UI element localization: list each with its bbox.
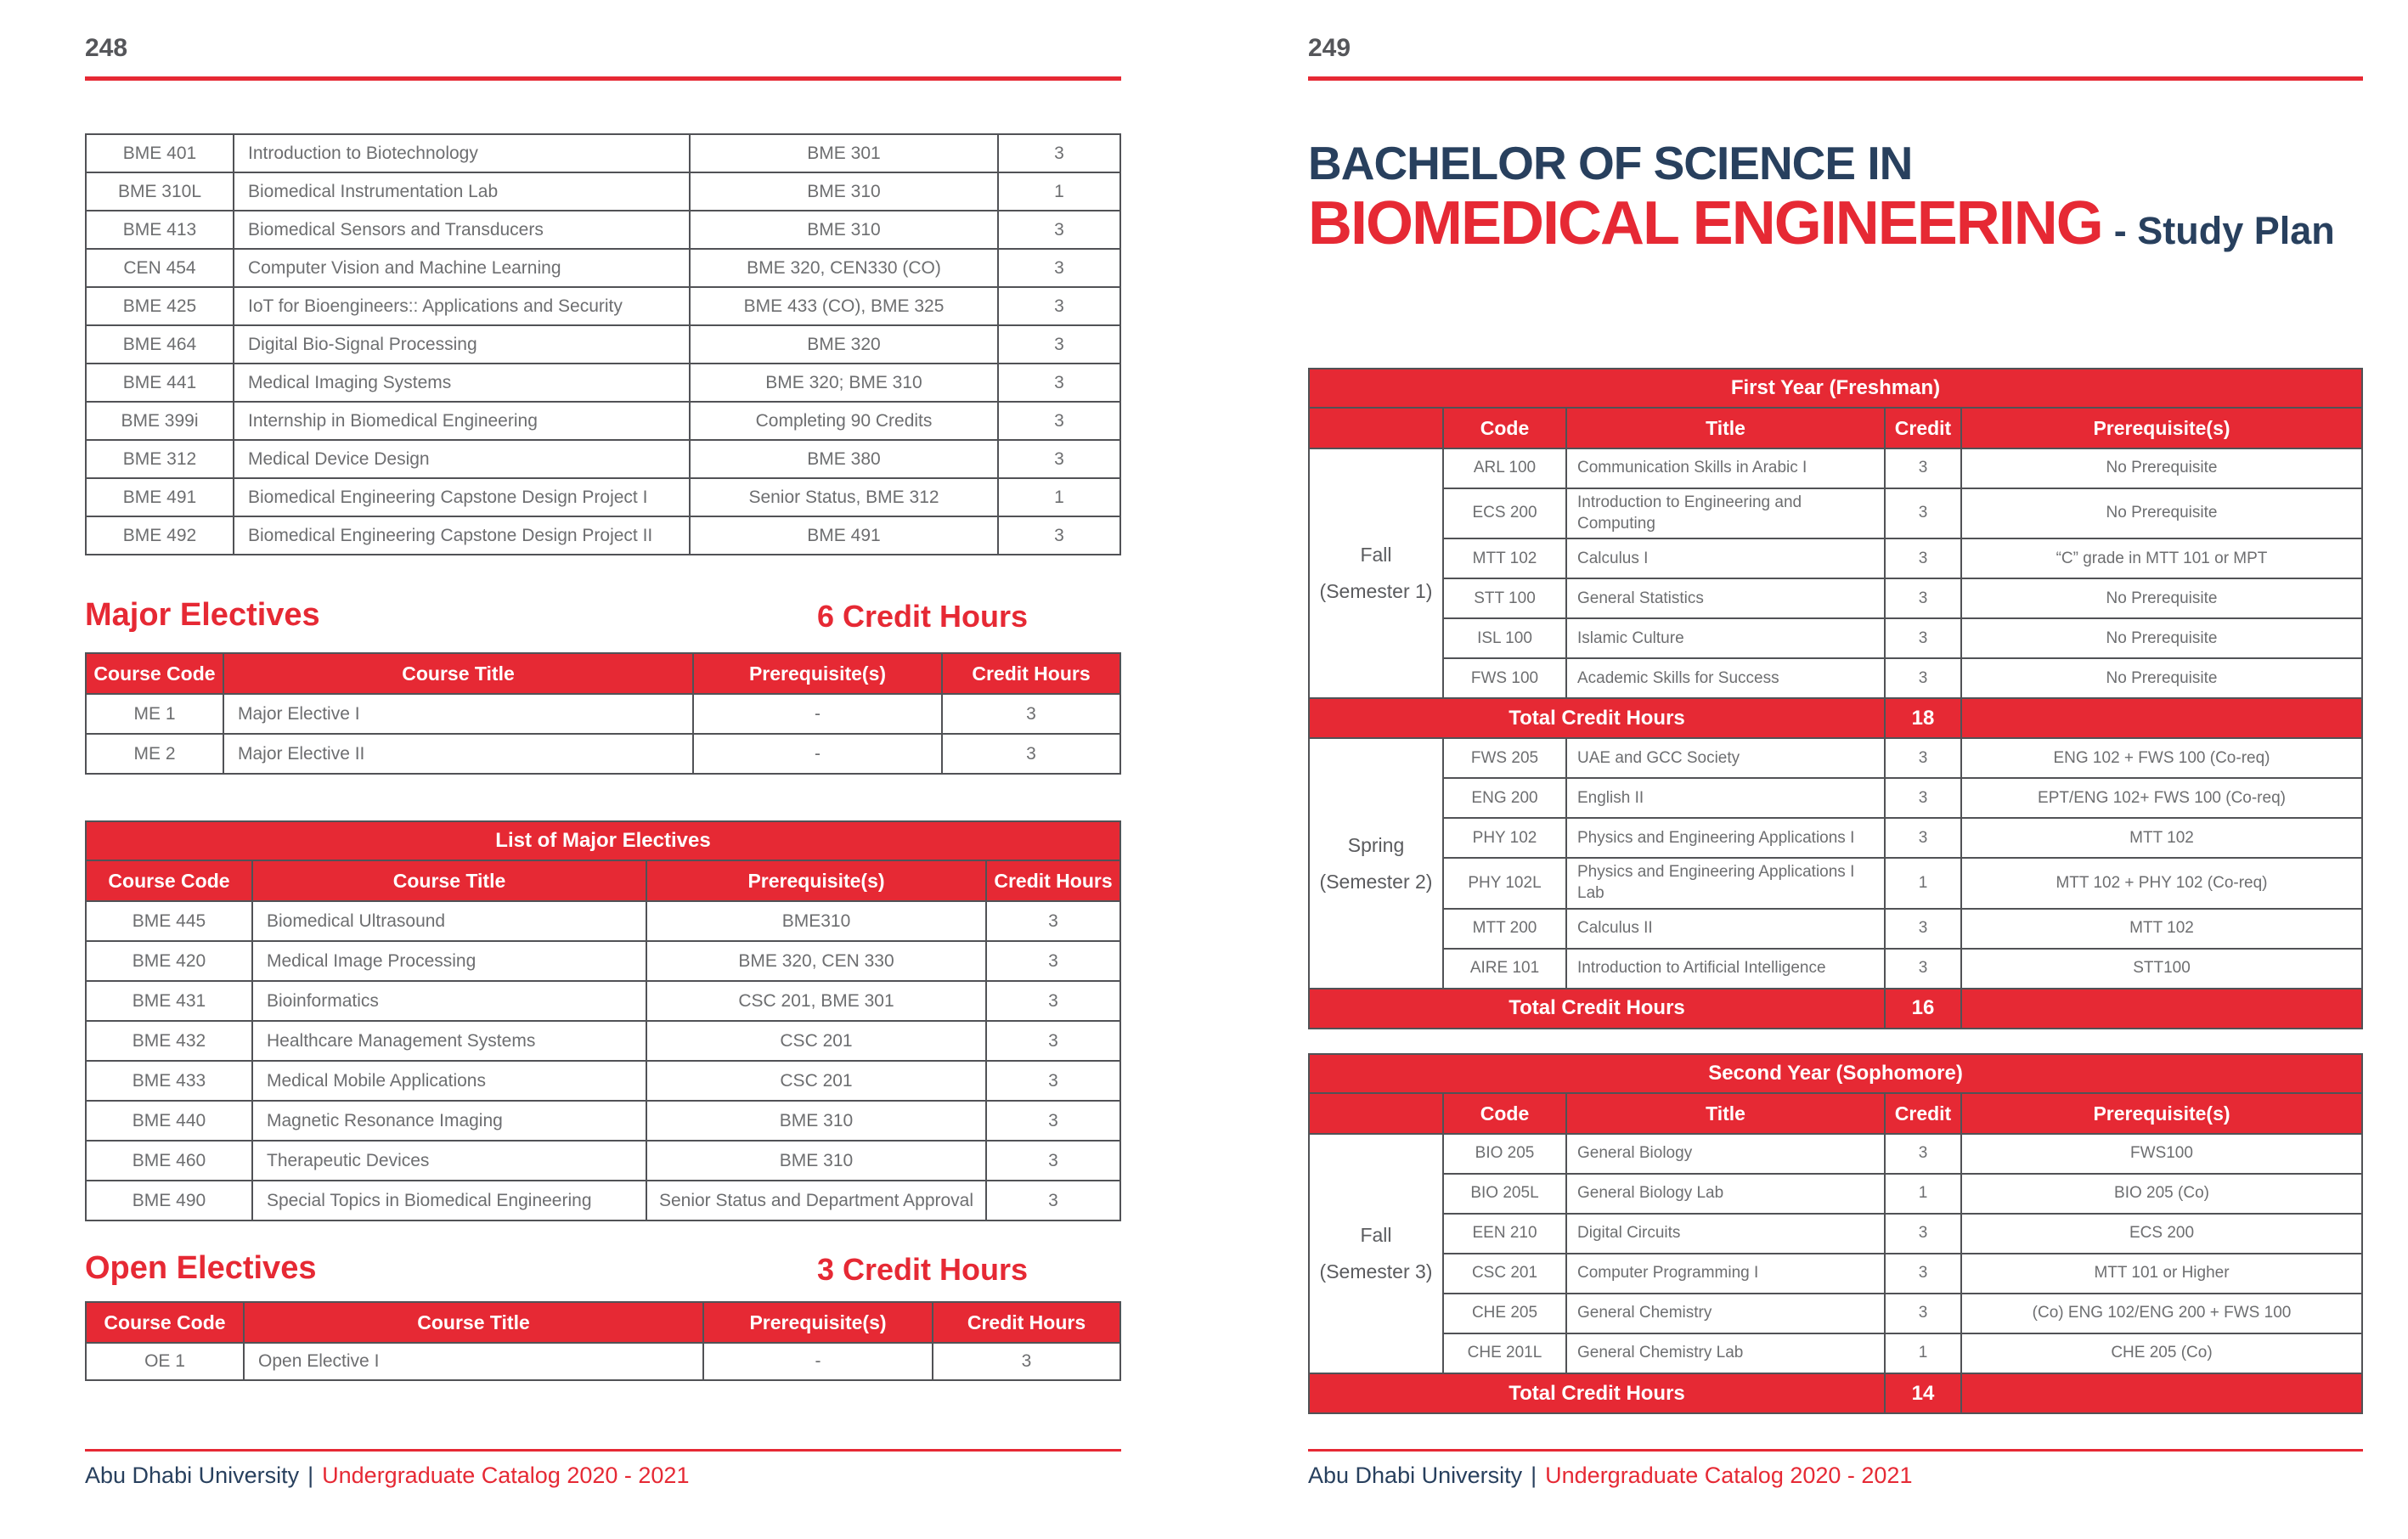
table-row	[87, 248, 1119, 286]
table-row	[87, 1342, 1119, 1379]
credit-hours-cell: 3	[1048, 990, 1058, 1011]
total-credit-hours-row	[1310, 697, 2361, 737]
course-title-cell: Magnetic Resonance Imaging	[253, 1102, 647, 1140]
header-prerequisite: Prerequisite(s)	[647, 861, 987, 900]
semester-season: Fall	[1360, 544, 1392, 567]
prerequisite-cell: ENG 102 + FWS 100 (Co-req)	[2053, 748, 2270, 767]
course-code-cell: MTT 200	[1444, 910, 1567, 948]
table-row	[87, 900, 1119, 940]
course-title-cell: Introduction to Biotechnology	[234, 135, 691, 172]
prerequisite-cell: BME310	[647, 902, 987, 940]
course-title-cell: Academic Skills for Success	[1567, 659, 1886, 697]
table-header-row	[1310, 409, 2361, 448]
open-electives-rows	[87, 1342, 1119, 1379]
credit-hours-cell: 3	[1054, 525, 1064, 545]
prerequisite-cell: BME 380	[691, 441, 999, 477]
course-title-cell: Major Elective II	[224, 735, 694, 773]
open-electives-table	[85, 1301, 1121, 1381]
table-row	[87, 286, 1119, 324]
open-electives-credit-hours: 3 Credit Hours	[816, 1252, 1028, 1287]
course-row	[1444, 1333, 2361, 1373]
total-value: 18	[1886, 699, 1962, 737]
course-code-cell: ECS 200	[1444, 489, 1567, 538]
course-title-cell: Biomedical Engineering Capstone Design Project I	[234, 479, 691, 516]
course-title-cell: General Chemistry	[1567, 1294, 1886, 1333]
header-course-code: Course Code	[87, 654, 224, 693]
header-credit: Credit	[1886, 409, 1962, 448]
footer-catalog: Undergraduate Catalog 2020 - 2021	[1545, 1463, 1913, 1488]
course-row	[1444, 449, 2361, 488]
course-code-cell: BME 425	[87, 288, 234, 324]
header-credit-hours: Credit Hours	[933, 1303, 1119, 1342]
prerequisite-cell: No Prerequisite	[2106, 459, 2218, 477]
course-code-cell: BIO 205	[1444, 1135, 1567, 1173]
course-code-cell: CHE 201L	[1444, 1334, 1567, 1373]
prerequisite-cell: BIO 205 (Co)	[2114, 1184, 2209, 1203]
prerequisite-cell: EPT/ENG 102+ FWS 100 (Co-req)	[2038, 788, 2286, 807]
course-code-cell: ISL 100	[1444, 619, 1567, 657]
prerequisite-cell: (Co) ENG 102/ENG 200 + FWS 100	[2032, 1304, 2292, 1322]
total-value: 16	[1886, 989, 1962, 1028]
table-row	[87, 516, 1119, 554]
course-code-cell: BME 312	[87, 441, 234, 477]
page-249	[1308, 0, 2363, 1539]
course-code-cell: BME 441	[87, 364, 234, 401]
credit-hours-cell: 3	[1021, 1351, 1032, 1372]
header-code: Code	[1444, 409, 1567, 448]
course-code-cell: AIRE 101	[1444, 950, 1567, 988]
table-header-row	[87, 654, 1119, 693]
table-row	[87, 1060, 1119, 1100]
course-title-cell: Biomedical Engineering Capstone Design Project II	[234, 517, 691, 554]
credit-hours-cell: 3	[1026, 703, 1036, 724]
list-major-electives-table	[85, 820, 1121, 1221]
prerequisite-cell: FWS100	[2130, 1144, 2193, 1163]
credit-hours-cell: 1	[1054, 487, 1064, 507]
course-title-cell: Medical Imaging Systems	[234, 364, 691, 401]
course-title-cell: Physics and Engineering Applications I Lab	[1567, 859, 1886, 907]
list-major-electives-rows	[87, 900, 1119, 1220]
footer	[85, 1463, 689, 1489]
course-title-cell: Biomedical Instrumentation Lab	[234, 173, 691, 210]
course-code-cell: BME 399i	[87, 403, 234, 439]
course-title-cell: Introduction to Artificial Intelligence	[1567, 950, 1886, 988]
header-course-title: Course Title	[224, 654, 694, 693]
credit-hours-cell: 3	[1054, 296, 1064, 316]
table-row	[87, 477, 1119, 516]
semester-label	[1310, 739, 1444, 987]
course-code-cell: ME 1	[87, 695, 224, 733]
course-title-cell: General Biology Lab	[1567, 1175, 1886, 1213]
course-row	[1444, 578, 2361, 617]
course-code-cell: PHY 102L	[1444, 859, 1567, 907]
table-row	[87, 1140, 1119, 1180]
header-prerequisite: Prerequisite(s)	[1962, 409, 2361, 448]
major-electives-rows	[87, 693, 1119, 773]
credit-cell: 3	[1886, 539, 1962, 578]
degree-title-line2: BIOMEDICAL ENGINEERING	[1308, 189, 2102, 257]
course-code-cell: BME 431	[87, 982, 253, 1020]
course-title-cell: Special Topics in Biomedical Engineering	[253, 1181, 647, 1220]
credit-hours-cell: 3	[1048, 950, 1058, 971]
semester-course-rows	[1444, 739, 2361, 987]
table-row	[87, 1020, 1119, 1060]
credit-cell: 3	[1886, 579, 1962, 617]
total-filler	[1962, 1374, 2361, 1412]
credit-hours-cell: 3	[1054, 143, 1064, 163]
major-electives-heading: Major Electives	[85, 597, 320, 633]
top-rule	[85, 76, 1121, 81]
course-code-cell: BME 492	[87, 517, 234, 554]
header-title: Title	[1567, 1094, 1886, 1133]
prerequisite-cell: No Prerequisite	[2106, 629, 2218, 647]
prerequisite-cell: BME 310	[647, 1102, 987, 1140]
course-title-cell: IoT for Bioengineers:: Applications and Security	[234, 288, 691, 324]
table-row	[87, 439, 1119, 477]
credit-cell: 3	[1886, 489, 1962, 538]
course-row	[1444, 488, 2361, 538]
total-credit-hours-row	[1310, 988, 2361, 1028]
major-electives-heading-row	[85, 597, 1121, 634]
table-row	[87, 940, 1119, 980]
prerequisite-cell: “C” grade in MTT 101 or MPT	[2056, 549, 2268, 567]
first-year-title: First Year (Freshman)	[1310, 369, 2361, 409]
course-title-cell: Introduction to Engineering and Computing	[1567, 489, 1886, 538]
semester-label	[1310, 449, 1444, 697]
course-code-cell: BME 445	[87, 902, 253, 940]
table-row	[87, 980, 1119, 1020]
second-year-title: Second Year (Sophomore)	[1310, 1055, 2361, 1094]
credit-hours-cell: 3	[1054, 448, 1064, 469]
course-row	[1444, 1213, 2361, 1253]
course-title-cell: General Chemistry Lab	[1567, 1334, 1886, 1373]
credit-hours-cell: 3	[1048, 910, 1058, 931]
credit-hours-cell: 3	[1054, 334, 1064, 354]
header-course-title: Course Title	[245, 1303, 704, 1342]
prerequisite-cell: STT100	[2133, 958, 2191, 977]
credit-cell: 1	[1886, 1334, 1962, 1373]
semester-course-rows	[1444, 449, 2361, 697]
prerequisite-cell: BME 320; BME 310	[691, 364, 999, 401]
header-course-title: Course Title	[253, 861, 647, 900]
header-semester-spacer	[1310, 1094, 1444, 1133]
course-title-cell: Medical Device Design	[234, 441, 691, 477]
prerequisite-cell: Senior Status and Department Approval	[647, 1181, 987, 1220]
semester-season: Fall	[1360, 1224, 1392, 1246]
credit-cell: 3	[1886, 819, 1962, 857]
header-prerequisite: Prerequisite(s)	[704, 1303, 933, 1342]
course-title-cell: Physics and Engineering Applications I	[1567, 819, 1886, 857]
footer-divider: |	[1531, 1463, 1537, 1488]
table-row	[87, 210, 1119, 248]
prerequisite-cell: CSC 201	[647, 1022, 987, 1060]
prerequisite-cell: CHE 205 (Co)	[2111, 1344, 2213, 1362]
credit-hours-cell: 3	[1048, 1030, 1058, 1051]
footer-university: Abu Dhabi University	[85, 1463, 300, 1488]
course-title-cell: Digital Bio-Signal Processing	[234, 326, 691, 363]
semester-course-rows	[1444, 1135, 2361, 1373]
course-row	[1444, 1135, 2361, 1173]
course-title-cell: Biomedical Sensors and Transducers	[234, 211, 691, 248]
prerequisite-cell: MTT 102 + PHY 102 (Co-req)	[2056, 873, 2268, 892]
table-row	[87, 401, 1119, 439]
footer-university: Abu Dhabi University	[1308, 1463, 1523, 1488]
header-credit-hours: Credit Hours	[943, 654, 1119, 693]
footer-catalog: Undergraduate Catalog 2020 - 2021	[322, 1463, 690, 1488]
course-code-cell: PHY 102	[1444, 819, 1567, 857]
course-row	[1444, 948, 2361, 988]
prerequisite-cell: CSC 201, BME 301	[647, 982, 987, 1020]
total-filler	[1962, 699, 2361, 737]
credit-cell: 3	[1886, 1135, 1962, 1173]
course-code-cell: BME 413	[87, 211, 234, 248]
header-prerequisite: Prerequisite(s)	[1962, 1094, 2361, 1133]
semester-number: (Semester 1)	[1319, 580, 1433, 603]
footer-divider: |	[307, 1463, 314, 1488]
credit-hours-cell: 3	[1048, 1070, 1058, 1091]
credit-cell: 3	[1886, 779, 1962, 817]
prerequisite-cell: MTT 102	[2129, 918, 2194, 937]
course-row	[1444, 1173, 2361, 1213]
course-title-cell: Therapeutic Devices	[253, 1142, 647, 1180]
course-title-cell: Islamic Culture	[1567, 619, 1886, 657]
prerequisite-cell: BME 310	[691, 211, 999, 248]
course-title-cell: Computer Programming I	[1567, 1254, 1886, 1293]
top-rule	[1308, 76, 2363, 81]
table-row	[87, 1180, 1119, 1220]
course-row	[1444, 817, 2361, 857]
course-row	[1444, 857, 2361, 907]
prerequisite-cell: CSC 201	[647, 1062, 987, 1100]
course-code-cell: EEN 210	[1444, 1215, 1567, 1253]
header-semester-spacer	[1310, 409, 1444, 448]
page-number: 249	[1308, 34, 1351, 62]
semester-fall-1	[1310, 448, 2361, 697]
course-title-cell: Calculus II	[1567, 910, 1886, 948]
table-header-row	[1310, 1094, 2361, 1133]
credit-hours-cell: 3	[1048, 1110, 1058, 1130]
semester-spring-2	[1310, 737, 2361, 987]
credit-cell: 3	[1886, 619, 1962, 657]
prerequisite-cell: BME 310	[647, 1142, 987, 1180]
course-code-cell: BME 433	[87, 1062, 253, 1100]
credit-hours-cell: 3	[1048, 1150, 1058, 1170]
open-electives-heading-row	[85, 1250, 1121, 1287]
course-title-cell: Major Elective I	[224, 695, 694, 733]
prerequisite-cell: Senior Status, BME 312	[691, 479, 999, 516]
credit-cell: 3	[1886, 1294, 1962, 1333]
header-code: Code	[1444, 1094, 1567, 1133]
course-code-cell: BME 464	[87, 326, 234, 363]
course-row	[1444, 1253, 2361, 1293]
credit-cell: 3	[1886, 1254, 1962, 1293]
credit-hours-cell: 3	[1054, 257, 1064, 278]
total-filler	[1962, 989, 2361, 1028]
credit-cell: 3	[1886, 950, 1962, 988]
credit-cell: 3	[1886, 449, 1962, 488]
credit-hours-cell: 3	[1054, 410, 1064, 431]
course-requirements-table	[85, 133, 1121, 555]
course-title-cell: Medical Image Processing	[253, 942, 647, 980]
prerequisite-cell: MTT 101 or Higher	[2094, 1264, 2230, 1282]
table-header-row	[87, 861, 1119, 900]
course-code-cell: CHE 205	[1444, 1294, 1567, 1333]
course-title-cell: Computer Vision and Machine Learning	[234, 250, 691, 286]
major-electives-credit-hours: 6 Credit Hours	[816, 599, 1028, 634]
course-code-cell: BME 310L	[87, 173, 234, 210]
prerequisite-cell: BME 491	[691, 517, 999, 554]
table-header-row	[87, 1303, 1119, 1342]
prerequisite-cell: BME 433 (CO), BME 325	[691, 288, 999, 324]
credit-cell: 3	[1886, 1215, 1962, 1253]
course-row	[1444, 739, 2361, 777]
prerequisite-cell: BME 320, CEN 330	[647, 942, 987, 980]
course-code-cell: ARL 100	[1444, 449, 1567, 488]
course-row	[1444, 777, 2361, 817]
header-course-code: Course Code	[87, 1303, 245, 1342]
major-electives-table	[85, 652, 1121, 775]
course-code-cell: MTT 102	[1444, 539, 1567, 578]
semester-fall-3	[1310, 1133, 2361, 1373]
semester-label	[1310, 1135, 1444, 1373]
prerequisite-cell: Completing 90 Credits	[691, 403, 999, 439]
course-title-cell: Biomedical Ultrasound	[253, 902, 647, 940]
table-row	[87, 363, 1119, 401]
prerequisite-cell: BME 320	[691, 326, 999, 363]
total-label: Total Credit Hours	[1310, 699, 1886, 737]
prerequisite-cell: MTT 102	[2129, 828, 2194, 847]
prerequisite-cell: BME 310	[691, 173, 999, 210]
prerequisite-cell: ECS 200	[2129, 1224, 2195, 1243]
table-row	[87, 135, 1119, 172]
open-electives-heading: Open Electives	[85, 1250, 317, 1286]
course-row	[1444, 1293, 2361, 1333]
table-row	[87, 324, 1119, 363]
footer	[1308, 1463, 1912, 1489]
header-title: Title	[1567, 409, 1886, 448]
credit-hours-cell: 3	[1048, 1190, 1058, 1210]
footer-rule	[1308, 1449, 2363, 1452]
course-row	[1444, 657, 2361, 697]
course-code-cell: ME 2	[87, 735, 224, 773]
course-code-cell: CSC 201	[1444, 1254, 1567, 1293]
list-major-electives-title: List of Major Electives	[87, 822, 1119, 861]
credit-hours-cell: 1	[1054, 181, 1064, 201]
prerequisite-cell: No Prerequisite	[2106, 668, 2218, 687]
course-code-cell: STT 100	[1444, 579, 1567, 617]
prerequisite-cell: BME 320, CEN330 (CO)	[691, 250, 999, 286]
course-row	[1444, 538, 2361, 578]
course-code-cell: FWS 100	[1444, 659, 1567, 697]
course-title-cell: UAE and GCC Society	[1567, 739, 1886, 777]
prerequisite-cell: No Prerequisite	[2106, 589, 2218, 607]
course-title-cell: Communication Skills in Arabic I	[1567, 449, 1886, 488]
course-code-cell: FWS 205	[1444, 739, 1567, 777]
course-code-cell: ENG 200	[1444, 779, 1567, 817]
semester-number: (Semester 2)	[1319, 870, 1433, 893]
semester-season: Spring	[1347, 833, 1405, 856]
semester-number: (Semester 3)	[1319, 1260, 1433, 1282]
total-label: Total Credit Hours	[1310, 989, 1886, 1028]
page-248	[85, 0, 1121, 1539]
header-course-code: Course Code	[87, 861, 253, 900]
course-code-cell: OE 1	[87, 1344, 245, 1379]
header-credit-hours: Credit Hours	[987, 861, 1119, 900]
course-title-cell: Medical Mobile Applications	[253, 1062, 647, 1100]
degree-title-line1: BACHELOR OF SCIENCE IN	[1308, 137, 1913, 189]
degree-title-line2-row	[1308, 189, 2335, 258]
study-plan-suffix: - Study Plan	[2113, 209, 2335, 252]
table-row	[87, 172, 1119, 210]
page-number: 248	[85, 34, 128, 62]
course-title-cell: General Statistics	[1567, 579, 1886, 617]
prerequisite-cell: No Prerequisite	[2106, 504, 2218, 522]
header-prerequisite: Prerequisite(s)	[694, 654, 943, 693]
course-title-cell: Healthcare Management Systems	[253, 1022, 647, 1060]
course-code-cell: BME 432	[87, 1022, 253, 1060]
table-row	[87, 733, 1119, 773]
credit-cell: 3	[1886, 739, 1962, 777]
total-label: Total Credit Hours	[1310, 1374, 1886, 1412]
course-code-cell: BME 490	[87, 1181, 253, 1220]
first-year-table	[1308, 368, 2363, 1029]
prerequisite-cell: -	[694, 735, 943, 773]
course-row	[1444, 908, 2361, 948]
course-title-cell: Calculus I	[1567, 539, 1886, 578]
total-value: 14	[1886, 1374, 1962, 1412]
course-code-cell: BME 491	[87, 479, 234, 516]
credit-cell: 3	[1886, 659, 1962, 697]
credit-hours-cell: 3	[1054, 219, 1064, 240]
course-code-cell: CEN 454	[87, 250, 234, 286]
course-title-cell: Open Elective I	[245, 1344, 704, 1379]
course-code-cell: BME 460	[87, 1142, 253, 1180]
prerequisite-cell: -	[704, 1344, 933, 1379]
credit-hours-cell: 3	[1026, 743, 1036, 764]
credit-cell: 1	[1886, 1175, 1962, 1213]
course-row	[1444, 617, 2361, 657]
footer-rule	[85, 1449, 1121, 1452]
course-title-cell: Digital Circuits	[1567, 1215, 1886, 1253]
header-credit: Credit	[1886, 1094, 1962, 1133]
second-year-table	[1308, 1053, 2363, 1414]
course-title-cell: English II	[1567, 779, 1886, 817]
prerequisite-cell: -	[694, 695, 943, 733]
table-row	[87, 1100, 1119, 1140]
course-code-cell: BME 401	[87, 135, 234, 172]
course-title-cell: Bioinformatics	[253, 982, 647, 1020]
credit-cell: 3	[1886, 910, 1962, 948]
course-code-cell: BME 440	[87, 1102, 253, 1140]
credit-cell: 1	[1886, 859, 1962, 907]
course-code-cell: BME 420	[87, 942, 253, 980]
prerequisite-cell: BME 301	[691, 135, 999, 172]
course-title-cell: Internship in Biomedical Engineering	[234, 403, 691, 439]
course-code-cell: BIO 205L	[1444, 1175, 1567, 1213]
table-row	[87, 693, 1119, 733]
total-credit-hours-row	[1310, 1373, 2361, 1412]
course-title-cell: General Biology	[1567, 1135, 1886, 1173]
credit-hours-cell: 3	[1054, 372, 1064, 392]
